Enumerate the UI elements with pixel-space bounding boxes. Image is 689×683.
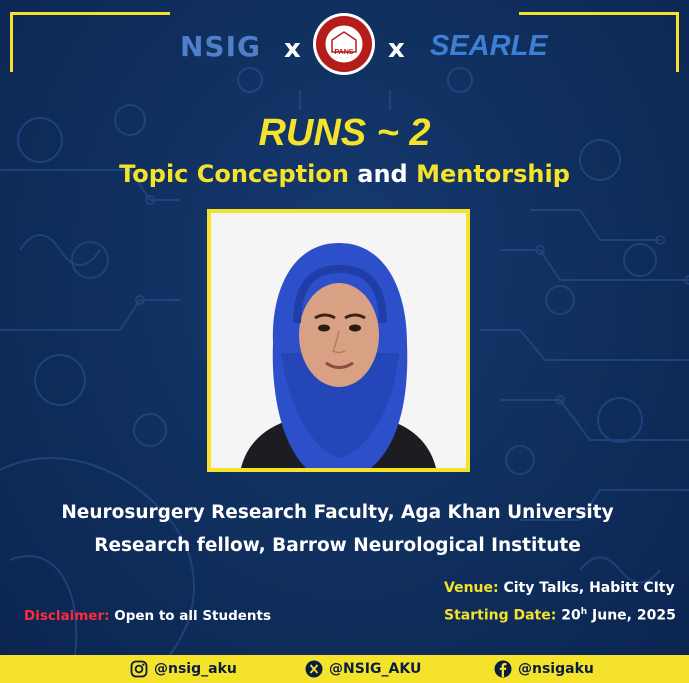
searle-logo: SEARLE [430,30,548,62]
starting-date-suffix: h [580,607,588,617]
subtitle-mentorship: Mentorship [416,160,570,188]
instagram-handle: @nsig_aku [154,661,237,677]
starting-date-info [444,607,676,624]
partner-logos [0,10,689,80]
portrait-icon [211,213,466,468]
x-handle: @NSIG_AKU [329,661,422,677]
instagram-icon [130,660,148,678]
event-title: RUNS ~ 2 [258,112,431,154]
starting-date-colon: : [550,607,557,624]
disclaimer-colon: : [104,608,110,624]
social-x[interactable] [305,659,421,679]
disclaimer-value: Open to all Students [109,608,272,624]
speaker-photo [207,209,470,472]
social-instagram[interactable] [130,659,237,679]
starting-date-rest: June, 2025 [587,607,676,624]
nsig-logo: NSIG [180,30,261,63]
starting-date-label: Starting Date [444,607,551,624]
affiliation-line-2: Research fellow, Barrow Neurological Institute [94,535,581,556]
venue-label: Venue [444,580,493,596]
svg-text:PANS: PANS [334,49,354,56]
subtitle-topic: Topic Conception [119,160,349,188]
venue-info [444,580,675,596]
subtitle-and: and [348,160,417,188]
facebook-handle: @nsigaku [518,661,594,677]
x-icon [305,660,323,678]
venue-colon: : [493,580,499,596]
logo-separator: x [284,34,301,64]
affiliation-line-1: Neurosurgery Research Faculty, Aga Khan University [61,502,614,523]
facebook-icon [494,660,512,678]
disclaimer [24,608,271,624]
social-facebook[interactable] [494,659,594,679]
disclaimer-label: Disclaimer [24,608,105,624]
event-subtitle [0,160,689,188]
starting-date-day: 20 [556,607,581,624]
logo-separator: x [388,34,405,64]
pans-seal-logo [312,12,376,76]
venue-value: City Talks, Habitt CIty [498,580,675,596]
